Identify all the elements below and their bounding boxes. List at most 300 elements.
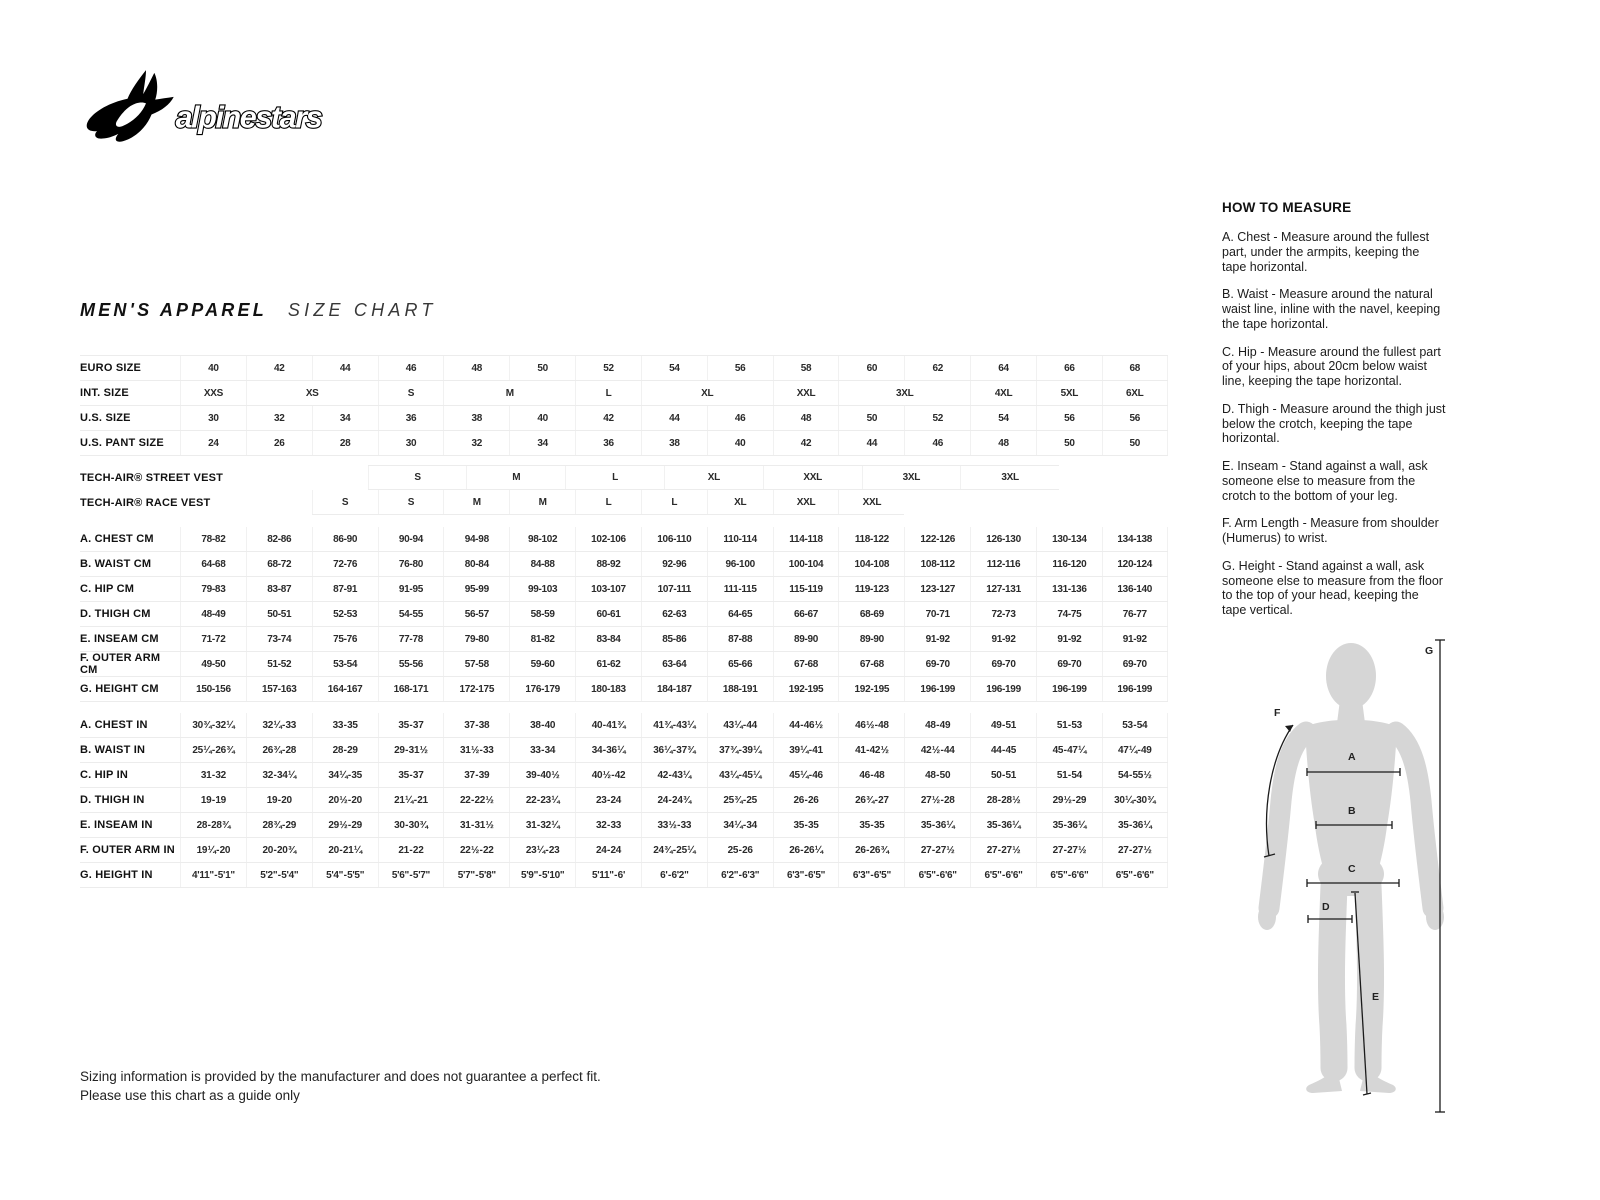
table-cell: 73-74 — [246, 627, 312, 651]
table-cell: 172-175 — [443, 677, 509, 701]
table-cell: 50 - 51 — [970, 763, 1036, 787]
row-label: A. CHEST CM — [80, 532, 154, 545]
table-cell: 27 - 27 ½ — [970, 838, 1036, 862]
table-row — [80, 602, 1168, 627]
table-row — [80, 406, 1168, 431]
table-cell: 64-68 — [180, 552, 246, 576]
table-cell: 35 - 36 ¼ — [904, 813, 970, 837]
table-cell: 35 - 37 — [378, 763, 444, 787]
table-cell: 42 — [575, 406, 641, 430]
table-cell: 6XL — [1102, 381, 1168, 405]
table-cell: S — [312, 490, 378, 514]
table-cell: 34 ¼ - 35 — [312, 763, 378, 787]
table-cell: L — [575, 381, 641, 405]
how-to-measure-item: F. Arm Length - Measure from shoulder (Humerus) to wrist. — [1222, 516, 1439, 545]
table-cell: 120-124 — [1102, 552, 1168, 576]
table-cell: 33 - 34 — [509, 738, 575, 762]
table-cell: 86-90 — [312, 527, 378, 551]
table-cell: 136-140 — [1102, 577, 1168, 601]
table-cell: 26 ¾ - 27 — [838, 788, 904, 812]
table-cell: 4XL — [970, 381, 1036, 405]
table-row — [80, 788, 1168, 813]
table-cell: 98-102 — [509, 527, 575, 551]
table-cell: 34 — [312, 406, 378, 430]
table-cell: 40 ½ - 42 — [575, 763, 641, 787]
size-table — [80, 355, 1168, 456]
table-cell: 192-195 — [773, 677, 839, 701]
table-cell: M — [466, 466, 565, 489]
table-cell: 5'7" - 5'8" — [443, 863, 509, 887]
row-spacer — [180, 490, 312, 515]
table-cell: 196-199 — [1102, 677, 1168, 701]
table-cell: 26 - 26 ¾ — [838, 838, 904, 862]
table-cell: 6'5" - 6'6" — [1102, 863, 1168, 887]
table-cell: 30 — [180, 406, 246, 430]
table-cell: 36 — [378, 406, 444, 430]
table-cell: 44 - 46 ½ — [773, 713, 839, 737]
table-cell: 31 ½ - 33 — [443, 738, 509, 762]
row-label: F. OUTER ARM IN — [80, 843, 175, 856]
row-label: G. HEIGHT CM — [80, 683, 159, 696]
table-cell: 42 — [773, 431, 839, 455]
table-cell: 41 ¾ - 43 ¼ — [641, 713, 707, 737]
table-cell: L — [565, 466, 664, 489]
table-cell: 78-82 — [180, 527, 246, 551]
table-cell: 20 - 20 ¾ — [246, 838, 312, 862]
table-cell: 54 - 55 ½ — [1102, 763, 1168, 787]
table-cell: 22 ½ - 22 — [443, 838, 509, 862]
tech-air-cells — [368, 465, 1059, 490]
table-cell: 36 ¼ - 37 ¾ — [641, 738, 707, 762]
table-cell: 3XL — [862, 466, 961, 489]
table-cell: 176-179 — [509, 677, 575, 701]
table-cell: 68-72 — [246, 552, 312, 576]
table-cell: 5'11" - 6' — [575, 863, 641, 887]
footer-note — [80, 1068, 601, 1106]
table-cell: 91-92 — [970, 627, 1036, 651]
table-cell: 44 - 45 — [970, 738, 1036, 762]
table-cell: 34 - 36 ¼ — [575, 738, 641, 762]
table-cell: 87-91 — [312, 577, 378, 601]
table-cell: 59-60 — [509, 652, 575, 676]
table-cell: 184-187 — [641, 677, 707, 701]
table-cell: 46 - 48 — [838, 763, 904, 787]
table-cell: 118-122 — [838, 527, 904, 551]
table-cell: 6'5" - 6'6" — [970, 863, 1036, 887]
table-cell: 27 ½ - 28 — [904, 788, 970, 812]
table-cell: 31 - 31 ½ — [443, 813, 509, 837]
table-cell: 95-99 — [443, 577, 509, 601]
table-row — [80, 763, 1168, 788]
page-title — [80, 300, 437, 321]
tech-air-row — [80, 465, 1168, 490]
table-cell: 29 ½ - 29 — [312, 813, 378, 837]
table-cell: 188-191 — [707, 677, 773, 701]
table-cell: 164-167 — [312, 677, 378, 701]
table-cell: 29 - 31 ½ — [378, 738, 444, 762]
table-cell: 51 - 53 — [1036, 713, 1102, 737]
table-cell: 36 — [575, 431, 641, 455]
table-cell: 35 - 37 — [378, 713, 444, 737]
table-cell: 62 — [904, 356, 970, 380]
table-cell: 34 ¼ - 34 — [707, 813, 773, 837]
table-cell: S — [368, 466, 467, 489]
table-cell: 67-68 — [773, 652, 839, 676]
table-cell: 23 - 24 — [575, 788, 641, 812]
table-cell: 43 ¼ - 45 ¼ — [707, 763, 773, 787]
table-cell: 68 — [1102, 356, 1168, 380]
table-cell: XXS — [180, 381, 246, 405]
table-cell: 60 — [838, 356, 904, 380]
table-row — [80, 627, 1168, 652]
table-cell: 6'3" - 6'5" — [838, 863, 904, 887]
table-cell: 92-96 — [641, 552, 707, 576]
table-cell: 24 - 24 — [575, 838, 641, 862]
table-cell: 168-171 — [378, 677, 444, 701]
table-cell: 48 — [970, 431, 1036, 455]
table-cell: 5XL — [1036, 381, 1102, 405]
table-cell: 31 - 32 ¼ — [509, 813, 575, 837]
table-cell: 35 - 36 ¼ — [970, 813, 1036, 837]
table-cell: 56 — [707, 356, 773, 380]
row-label: B. WAIST CM — [80, 557, 152, 570]
how-to-measure-item: G. Height - Stand against a wall, ask someone else to measure from the floor to the top of your head, keeping the tape vertical. — [1222, 558, 1443, 617]
table-cell: 88-92 — [575, 552, 641, 576]
table-cell: 63-64 — [641, 652, 707, 676]
table-cell: 50-51 — [246, 602, 312, 626]
table-cell: 48 — [443, 356, 509, 380]
table-cell: 107-111 — [641, 577, 707, 601]
row-label: F. OUTER ARM CM — [80, 652, 161, 677]
table-cell: 61-62 — [575, 652, 641, 676]
table-cell: 49 - 51 — [970, 713, 1036, 737]
page-title-secondary: SIZE CHART — [287, 300, 437, 320]
table-cell: 69-70 — [904, 652, 970, 676]
body-diagram-graphic — [1248, 626, 1460, 1123]
table-cell: 38 - 40 — [509, 713, 575, 737]
table-cell: XXL — [763, 466, 862, 489]
table-cell: 47 ¼ - 49 — [1102, 738, 1168, 762]
table-row — [80, 356, 1168, 381]
table-cell: M — [443, 381, 575, 405]
table-cell: 30 — [378, 431, 444, 455]
table-cell: 196-199 — [1036, 677, 1102, 701]
table-cell: 6'2" - 6'3" — [707, 863, 773, 887]
table-cell: 3XL — [838, 381, 970, 405]
table-cell: 157-163 — [246, 677, 312, 701]
table-cell: 48-49 — [180, 602, 246, 626]
table-cell: 103-107 — [575, 577, 641, 601]
table-cell: 24 — [180, 431, 246, 455]
table-cell: 76-77 — [1102, 602, 1168, 626]
table-cell: 31 - 32 — [180, 763, 246, 787]
table-cell: XL — [707, 490, 773, 514]
table-cell: 196-199 — [970, 677, 1036, 701]
table-cell: 39 - 40 ½ — [509, 763, 575, 787]
table-cell: 6'5" - 6'6" — [904, 863, 970, 887]
table-cell: 49-50 — [180, 652, 246, 676]
table-cell: 114-118 — [773, 527, 839, 551]
table-cell: XXL — [838, 490, 904, 514]
table-cell: 27 - 27 ½ — [1036, 838, 1102, 862]
diagram-label-chest: A — [1348, 751, 1356, 763]
table-cell: 40 — [707, 431, 773, 455]
table-cell: 40 — [180, 356, 246, 380]
table-cell: 58 — [773, 356, 839, 380]
table-cell: 27 - 27 ½ — [904, 838, 970, 862]
table-cell: 51 - 54 — [1036, 763, 1102, 787]
diagram-label-arm: F — [1274, 707, 1281, 719]
brand-logo — [85, 64, 353, 157]
table-cell: 50 — [838, 406, 904, 430]
table-cell: 72-76 — [312, 552, 378, 576]
table-cell: 26 - 26 — [773, 788, 839, 812]
table-cell: 42 - 43 ¼ — [641, 763, 707, 787]
how-to-measure-item: A. Chest - Measure around the fullest part, under the armpits, keeping the tape horizontal. — [1222, 230, 1430, 274]
row-label: INT. SIZE — [80, 386, 129, 399]
table-row — [80, 838, 1168, 863]
how-to-measure-list — [1222, 230, 1446, 618]
table-cell: 35 - 35 — [838, 813, 904, 837]
table-cell: 5'2" - 5'4" — [246, 863, 312, 887]
table-cell: 35 - 36 ¼ — [1036, 813, 1102, 837]
table-cell: 91-92 — [904, 627, 970, 651]
table-cell: 54 — [641, 356, 707, 380]
table-cell: 66-67 — [773, 602, 839, 626]
table-cell: 64 — [970, 356, 1036, 380]
row-label: U.S. SIZE — [80, 411, 131, 424]
table-cell: 57-58 — [443, 652, 509, 676]
table-cell: 123-127 — [904, 577, 970, 601]
how-to-measure-item: C. Hip - Measure around the fullest part of your hips, about 20cm below waist line, keeping the tape horizontal. — [1222, 344, 1441, 388]
table-cell: 21 - 22 — [378, 838, 444, 862]
table-cell: 62-63 — [641, 602, 707, 626]
tech-air-rows — [80, 465, 1168, 515]
table-cell: 74-75 — [1036, 602, 1102, 626]
table-cell: 5'6" - 5'7" — [378, 863, 444, 887]
table-cell: 30 ¾ - 32 ¼ — [180, 713, 246, 737]
table-cell: 24 ¾ - 25 ¼ — [641, 838, 707, 862]
table-cell: 130-134 — [1036, 527, 1102, 551]
table-cell: 54-55 — [378, 602, 444, 626]
table-cell: 70-71 — [904, 602, 970, 626]
table-cell: 30 ¼-30 ¾ — [1102, 788, 1168, 812]
table-cell: 58-59 — [509, 602, 575, 626]
table-cell: 94-98 — [443, 527, 509, 551]
table-cell: 122-126 — [904, 527, 970, 551]
table-cell: 20 ½ - 20 — [312, 788, 378, 812]
table-cell: 39 ¼ - 41 — [773, 738, 839, 762]
table-cell: XXL — [773, 490, 839, 514]
table-cell: L — [575, 490, 641, 514]
table-cell: 37 ¾ - 39 ¼ — [707, 738, 773, 762]
diagram-label-inseam: E — [1372, 991, 1380, 1003]
row-spacer — [180, 465, 368, 490]
table-cell: 115-119 — [773, 577, 839, 601]
table-cell: 67-68 — [838, 652, 904, 676]
how-to-measure-item: D. Thigh - Measure around the thigh just below the crotch, keeping the tape horizontal. — [1222, 401, 1446, 446]
table-cell: 22 - 23 ¼ — [509, 788, 575, 812]
body-diagram — [1248, 626, 1460, 1128]
table-cell: 48 - 50 — [904, 763, 970, 787]
diagram-label-waist: B — [1348, 805, 1356, 817]
table-cell: 52-53 — [312, 602, 378, 626]
footer-line-1: Sizing information is provided by the manufacturer and does not guarantee a perfect fit. — [80, 1069, 601, 1084]
row-label: E. INSEAM IN — [80, 818, 153, 831]
how-to-measure-item: B. Waist - Measure around the natural waist line, inline with the navel, keeping the tape horizontal. — [1222, 287, 1441, 331]
row-label: D. THIGH CM — [80, 607, 151, 620]
table-row — [80, 381, 1168, 406]
table-cell: XS — [246, 381, 378, 405]
row-label: TECH-AIR® STREET VEST — [80, 471, 224, 484]
table-cell: 40 - 41 ¾ — [575, 713, 641, 737]
table-cell: 54 — [970, 406, 1036, 430]
table-row — [80, 813, 1168, 838]
table-row — [80, 677, 1168, 702]
row-label: G. HEIGHT IN — [80, 868, 153, 881]
table-cell: 33 - 35 — [312, 713, 378, 737]
table-cell: S — [378, 381, 444, 405]
table-cell: 4'11" - 5'1" — [180, 863, 246, 887]
table-row — [80, 552, 1168, 577]
table-cell: 26 — [246, 431, 312, 455]
table-cell: 110-114 — [707, 527, 773, 551]
table-cell: XL — [664, 466, 763, 489]
how-to-measure-item: E. Inseam - Stand against a wall, ask someone else to measure from the crotch to the bottom of your leg. — [1222, 459, 1428, 503]
table-cell: 6'3" - 6'5" — [773, 863, 839, 887]
table-cell: 83-84 — [575, 627, 641, 651]
table-cell: 111-115 — [707, 577, 773, 601]
how-to-measure-panel — [1222, 200, 1446, 631]
table-cell: 21 ¼ - 21 — [378, 788, 444, 812]
table-cell: 46 ½ - 48 — [838, 713, 904, 737]
table-cell: 40 — [509, 406, 575, 430]
diagram-label-hip: C — [1348, 863, 1356, 875]
table-cell: 99-103 — [509, 577, 575, 601]
cm-table — [80, 527, 1168, 702]
table-cell: 42 — [246, 356, 312, 380]
table-cell: 41 - 42 ½ — [838, 738, 904, 762]
table-cell: 53-54 — [312, 652, 378, 676]
table-cell: 38 — [443, 406, 509, 430]
diagram-label-height: G — [1425, 645, 1434, 657]
table-cell: 116-120 — [1036, 552, 1102, 576]
table-cell: 127-131 — [970, 577, 1036, 601]
how-to-measure-title: HOW TO MEASURE — [1222, 200, 1352, 215]
table-cell: 79-80 — [443, 627, 509, 651]
table-cell: 66 — [1036, 356, 1102, 380]
table-cell: 104-108 — [838, 552, 904, 576]
table-cell: 48 — [773, 406, 839, 430]
table-cell: L — [641, 490, 707, 514]
table-cell: 48 - 49 — [904, 713, 970, 737]
row-label: EURO SIZE — [80, 361, 142, 374]
table-cell: 84-88 — [509, 552, 575, 576]
table-cell: 80-84 — [443, 552, 509, 576]
table-cell: 69-70 — [1102, 652, 1168, 676]
table-cell: 45 - 47 ¼ — [1036, 738, 1102, 762]
table-row — [80, 527, 1168, 552]
footer-line-2: Please use this chart as a guide only — [80, 1087, 300, 1103]
table-cell: 28 - 28 ¾ — [180, 813, 246, 837]
table-cell: 81-82 — [509, 627, 575, 651]
table-cell: 22 - 22 ½ — [443, 788, 509, 812]
table-cell: 79-83 — [180, 577, 246, 601]
table-cell: 38 — [641, 431, 707, 455]
table-cell: 28 — [312, 431, 378, 455]
table-row — [80, 431, 1168, 456]
table-cell: 5'4" - 5'5" — [312, 863, 378, 887]
table-cell: 102-106 — [575, 527, 641, 551]
table-cell: 25 ¼ - 26 ¾ — [180, 738, 246, 762]
table-cell: S — [378, 490, 444, 514]
table-cell: 27 - 27 ½ — [1102, 838, 1168, 862]
brand-wordmark: alpinestars — [175, 100, 322, 135]
table-cell: 69-70 — [1036, 652, 1102, 676]
table-cell: 50 — [1102, 431, 1168, 455]
table-cell: 65-66 — [707, 652, 773, 676]
table-cell: 56 — [1036, 406, 1102, 430]
table-cell: 180-183 — [575, 677, 641, 701]
alpinestars-star-icon — [87, 70, 174, 142]
table-cell: 43 ¼ - 44 — [707, 713, 773, 737]
table-cell: 56 — [1102, 406, 1168, 430]
table-cell: 192-195 — [838, 677, 904, 701]
table-cell: 29 ½ - 29 — [1036, 788, 1102, 812]
table-cell: 6' - 6'2" — [641, 863, 707, 887]
table-cell: 106-110 — [641, 527, 707, 551]
table-row — [80, 652, 1168, 677]
table-cell: 76-80 — [378, 552, 444, 576]
table-row — [80, 577, 1168, 602]
table-cell: 32 — [246, 406, 312, 430]
table-cell: 108-112 — [904, 552, 970, 576]
table-cell: 45 ¼ - 46 — [773, 763, 839, 787]
table-cell: 44 — [838, 431, 904, 455]
table-cell: 72-73 — [970, 602, 1036, 626]
table-cell: 26 - 26 ¼ — [773, 838, 839, 862]
table-cell: 35 - 36 ¼ — [1102, 813, 1168, 837]
table-cell: 82-86 — [246, 527, 312, 551]
table-cell: 69-70 — [970, 652, 1036, 676]
table-cell: 71-72 — [180, 627, 246, 651]
table-cell: 42 ½ - 44 — [904, 738, 970, 762]
table-cell: 19 - 19 — [180, 788, 246, 812]
table-cell: 126-130 — [970, 527, 1036, 551]
table-cell: 30 - 30 ¾ — [378, 813, 444, 837]
table-cell: 91-95 — [378, 577, 444, 601]
table-cell: 83-87 — [246, 577, 312, 601]
table-cell: 90-94 — [378, 527, 444, 551]
table-cell: 150-156 — [180, 677, 246, 701]
table-cell: 20 - 21 ¼ — [312, 838, 378, 862]
table-cell: 25 - 26 — [707, 838, 773, 862]
row-label: TECH-AIR® RACE VEST — [80, 496, 211, 509]
table-cell: 35 - 35 — [773, 813, 839, 837]
table-cell: M — [509, 490, 575, 514]
table-cell: 46 — [904, 431, 970, 455]
table-cell: 134-138 — [1102, 527, 1168, 551]
table-cell: 131-136 — [1036, 577, 1102, 601]
table-cell: 32 — [443, 431, 509, 455]
table-cell: 46 — [707, 406, 773, 430]
table-cell: 33 ½ - 33 — [641, 813, 707, 837]
table-cell: 119-123 — [838, 577, 904, 601]
table-cell: 37 - 39 — [443, 763, 509, 787]
table-cell: 53 - 54 — [1102, 713, 1168, 737]
page-title-primary: MEN'S APPAREL — [80, 300, 267, 320]
table-row — [80, 863, 1168, 888]
